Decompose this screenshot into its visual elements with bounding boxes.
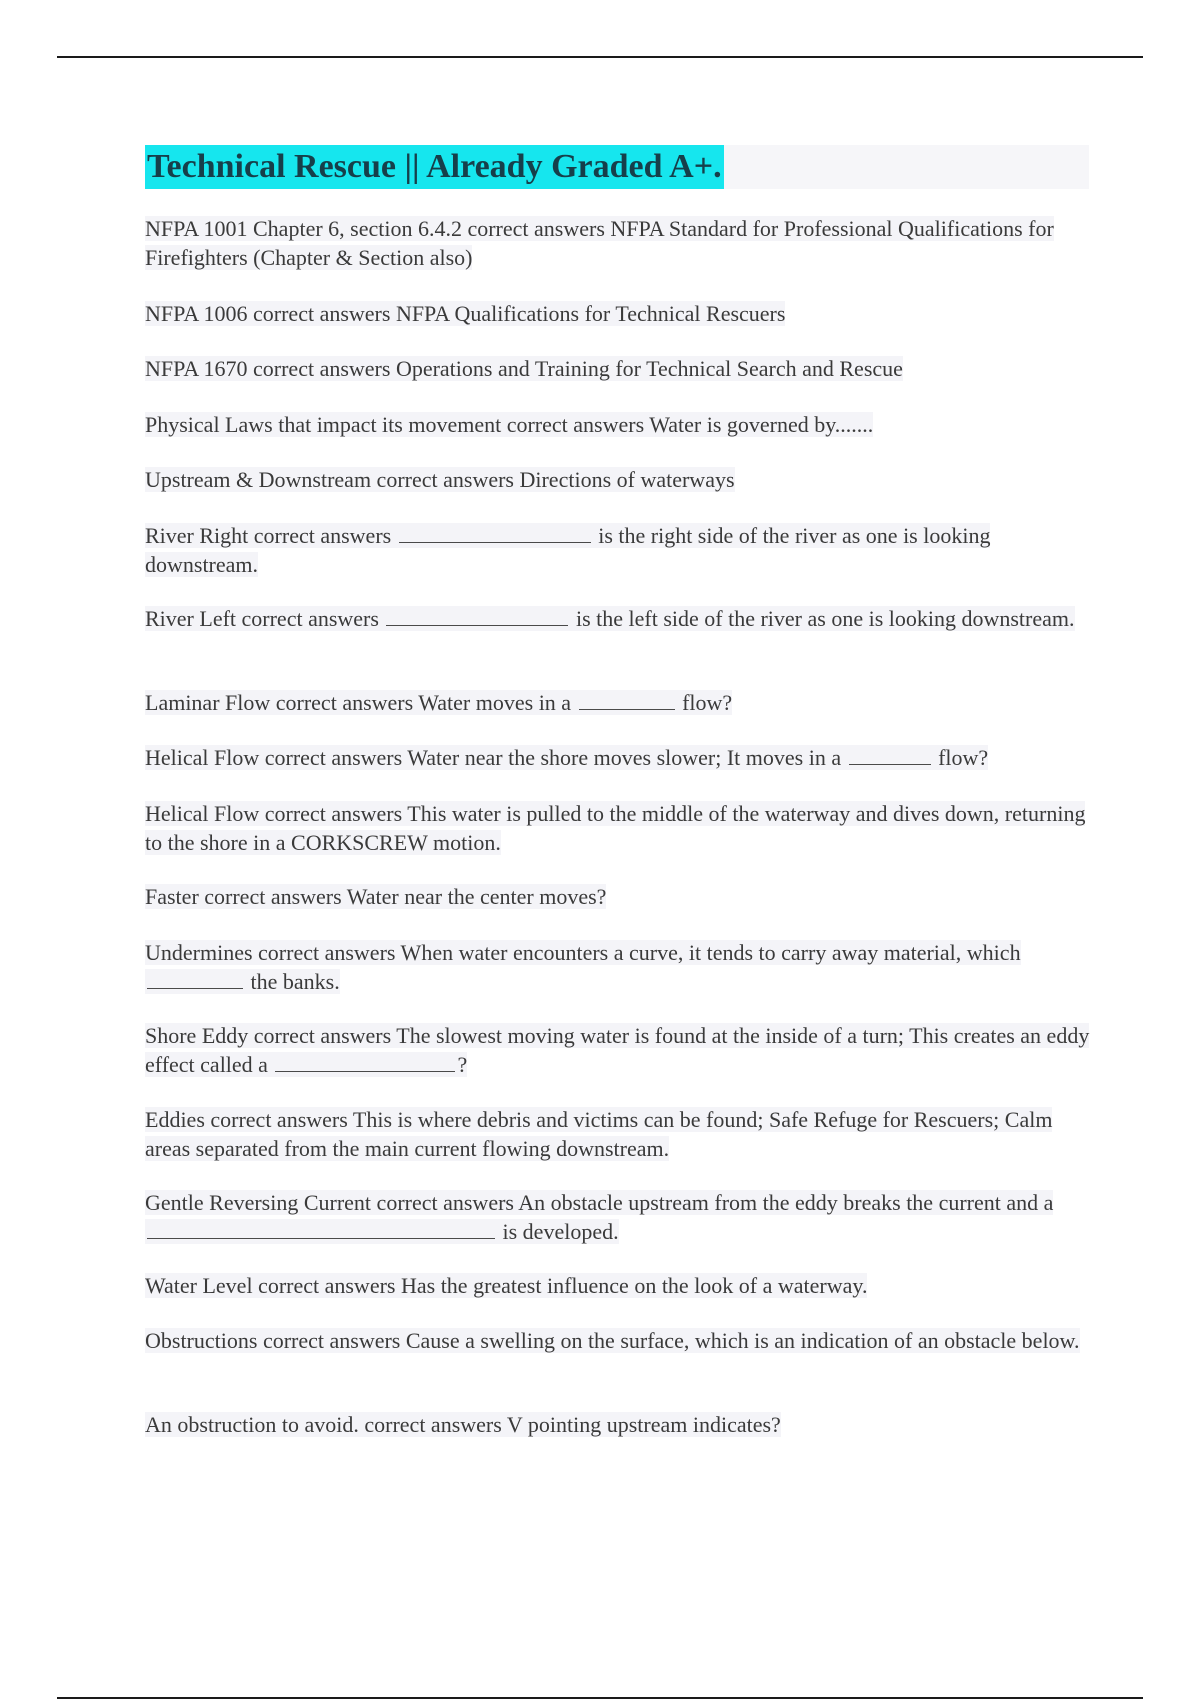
answer-blank <box>399 524 591 543</box>
qa-text: Physical Laws that impact its movement correct answers Water is governed by....... <box>145 412 874 437</box>
qa-text-after: the banks. <box>250 968 340 994</box>
qa-text: Laminar Flow correct answers Water moves in a <box>145 690 572 715</box>
qa-item <box>145 300 1095 329</box>
qa-item <box>145 355 1095 384</box>
answer-blank <box>579 691 675 710</box>
qa-text-after: is developed. <box>502 1218 619 1244</box>
qa-text-after: flow? <box>682 690 733 715</box>
qa-item <box>145 215 1095 272</box>
qa-text: NFPA 1670 correct answers Operations and Training for Technical Search and Rescue <box>145 356 903 381</box>
qa-item <box>145 1272 1095 1301</box>
qa-item <box>145 1411 1095 1440</box>
qa-text: Eddies correct answers This is where debris and victims can be found; Safe Refuge for Rescuers; Calm areas separated from the main current flowing downstream. <box>145 1107 1053 1161</box>
qa-text-after: is the right side of the river as one is looking downstream. <box>145 523 991 577</box>
qa-text: Helical Flow correct answers Water near the shore moves slower; It moves in a <box>145 745 842 770</box>
qa-text: NFPA 1006 correct answers NFPA Qualifications for Technical Rescuers <box>145 301 786 326</box>
qa-item <box>145 1327 1095 1356</box>
qa-text: Obstructions correct answers Cause a swelling on the surface, which is an indication of an obstacle below. <box>145 1328 1080 1353</box>
document-title: Technical Rescue || Already Graded A+. <box>145 145 724 189</box>
qa-text: Helical Flow correct answers This water is pulled to the middle of the waterway and dives down, returning to the shore in a CORKSCREW motion. <box>145 801 1086 855</box>
qa-text: Shore Eddy correct answers The slowest moving water is found at the inside of a turn; This creates an eddy effect called a <box>145 1023 1090 1077</box>
qa-item <box>145 1022 1095 1079</box>
answer-blank <box>147 970 243 989</box>
qa-item <box>145 605 1095 634</box>
qa-item <box>145 689 1095 718</box>
qa-text: Undermines correct answers When water encounters a curve, it tends to carry away material, which <box>145 940 1021 965</box>
answer-blank <box>849 746 931 765</box>
answer-blank <box>275 1053 455 1072</box>
qa-item <box>145 466 1095 495</box>
qa-item <box>145 883 1095 912</box>
qa-text-after: is the left side of the river as one is looking downstream. <box>575 606 1075 631</box>
qa-text: An obstruction to avoid. correct answers V pointing upstream indicates? <box>145 1412 781 1437</box>
qa-item <box>145 744 1095 773</box>
qa-item <box>145 1189 1095 1246</box>
qa-item <box>145 800 1095 857</box>
qa-text: Water Level correct answers Has the greatest influence on the look of a waterway. <box>145 1273 868 1298</box>
answer-blank <box>147 1220 495 1239</box>
top-rule <box>57 56 1143 58</box>
qa-text: Upstream & Downstream correct answers Directions of waterways <box>145 467 735 492</box>
qa-text: NFPA 1001 Chapter 6, section 6.4.2 correct answers NFPA Standard for Professional Qualifications for Firefighters (Chapter & Section also) <box>145 216 1054 270</box>
qa-text: River Left correct answers <box>145 606 379 631</box>
bottom-rule <box>57 1697 1143 1699</box>
qa-text: Gentle Reversing Current correct answers An obstacle upstream from the eddy breaks the current and a <box>145 1190 1054 1215</box>
qa-item <box>145 939 1095 996</box>
qa-item <box>145 1106 1095 1163</box>
qa-text-after: flow? <box>938 745 989 770</box>
answer-blank <box>386 607 568 626</box>
qa-item <box>145 522 1095 579</box>
qa-item <box>145 411 1095 440</box>
qa-text: River Right correct answers <box>145 523 392 548</box>
qa-text-after: ? <box>457 1051 468 1077</box>
qa-text: Faster correct answers Water near the center moves? <box>145 884 607 909</box>
